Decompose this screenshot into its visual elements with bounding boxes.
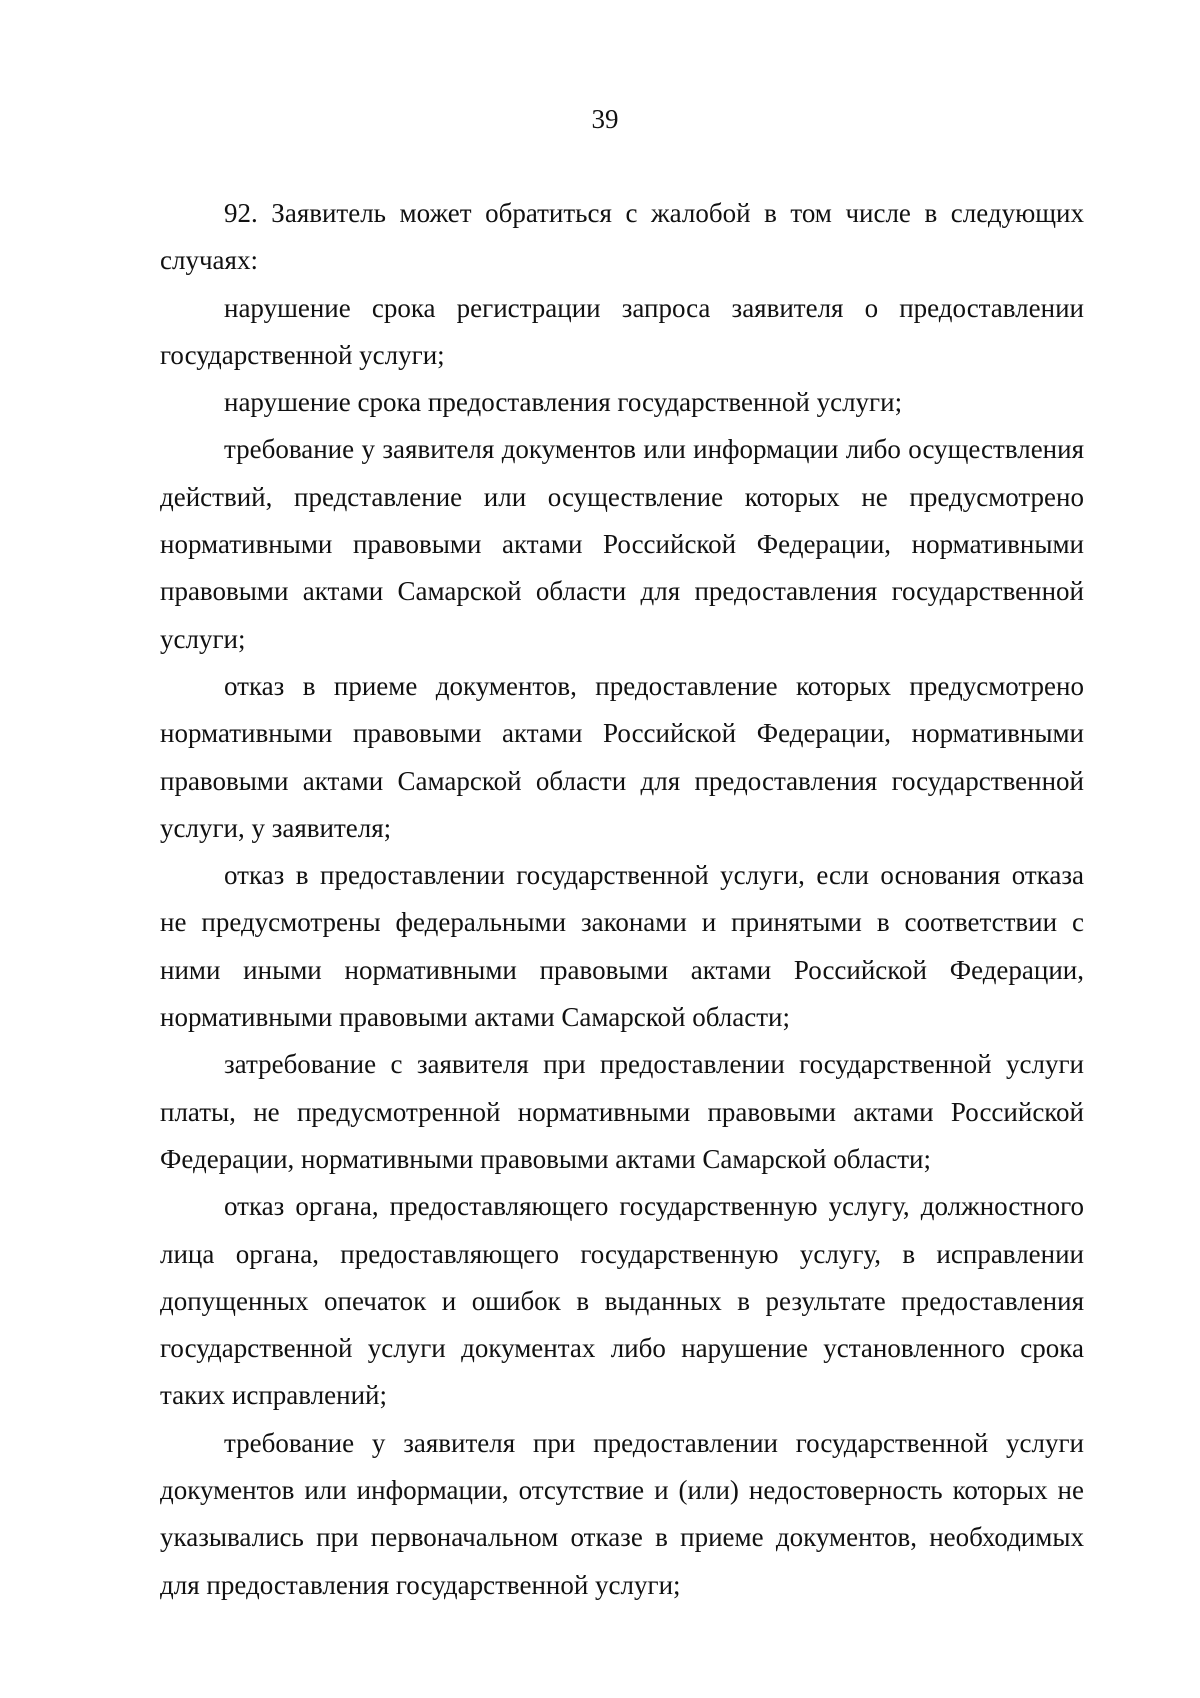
document-body <box>160 190 1084 1609</box>
page-number: 39 <box>591 104 619 134</box>
paragraph-unlawful-fee: затребование с заявителя при предоставлении государственной услуги платы, не предусмотренной нормативными правовыми актами Российской Федерации, нормативными правовыми актами Самарской области; <box>160 1049 1084 1174</box>
paragraph-correction-refusal: отказ органа, предоставляющего государственную услугу, должностного лица органа, предоставляющего государственную услугу, в исправлении допущенных опечаток и ошибок в выданных в результате предоставления государственной услуги документах либо нарушение установленного срока таких исправлений; <box>160 1191 1084 1411</box>
paragraph-refusal-acceptance: отказ в приеме документов, предоставление которых предусмотрено нормативными правовыми актами Российской Федерации, нормативными правовыми актами Самарской области для предоставления государственной услуги, у заявителя; <box>160 670 1084 843</box>
paragraph-extra-documents: требование у заявителя документов или информации либо осуществления действий, представление или осуществление которых не предусмотрено нормативными правовыми актами Российской Федерации, нормативными правовыми актами Самарской области для предоставления государственной услуги; <box>160 434 1084 654</box>
paragraph-complaint-intro: 92. Заявитель может обратиться с жалобой в том числе в следующих случаях: <box>160 198 1084 276</box>
paragraph-refusal-service: отказ в предоставлении государственной услуги, если основания отказа не предусмотрены федеральными законами и принятыми в соответствии с ними иными нормативными правовыми актами Российской Федерации, нормативными правовыми актами Самарской области; <box>160 860 1084 1033</box>
paragraph-undisclosed-requirements: требование у заявителя при предоставлении государственной услуги документов или информации, отсутствие и (или) недостоверность которых не указывались при первоначальном отказе в приеме документов, необходимых для предоставления государственной услуги; <box>160 1427 1084 1600</box>
paragraph-registration-deadline: нарушение срока регистрации запроса заявителя о предоставлении государственной услуги; <box>160 292 1084 370</box>
paragraph-service-deadline: нарушение срока предоставления государственной услуги; <box>224 387 903 418</box>
